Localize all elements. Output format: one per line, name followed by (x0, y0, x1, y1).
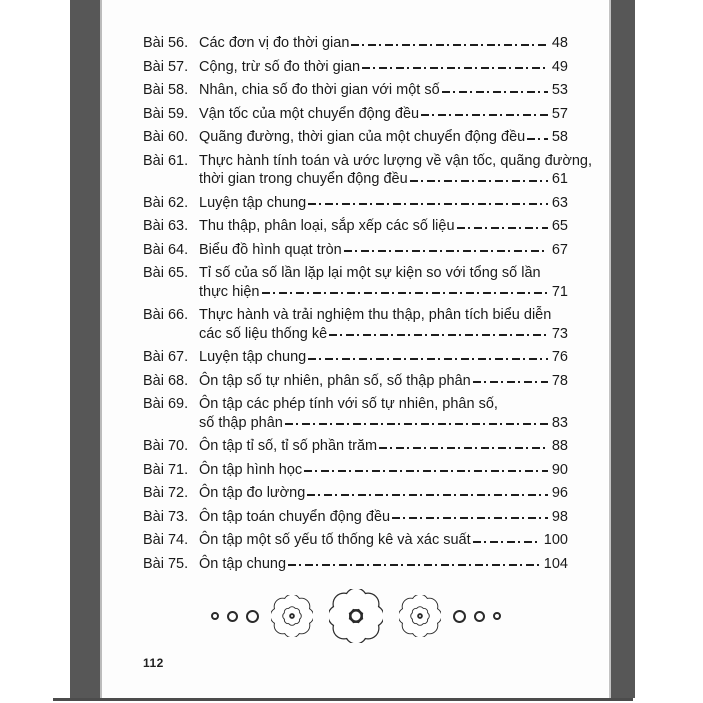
toc-entry-body (199, 437, 568, 456)
toc-entry-page: 71 (551, 283, 568, 300)
toc-entry (143, 217, 568, 236)
toc-entry-body (199, 34, 568, 53)
toc-entry-label: Bài 64. (143, 241, 189, 258)
toc-entry-page: 48 (551, 35, 568, 51)
dotted-leader (442, 91, 548, 93)
toc-entry-body (199, 217, 568, 236)
toc-entry-page: 104 (543, 555, 568, 572)
toc-entry-page: 98 (551, 508, 568, 525)
toc-entry (143, 461, 568, 480)
toc-entry-title: Các đơn vị đo thời gian (199, 35, 350, 51)
toc-entry-title-line2 (199, 283, 568, 302)
toc-entry-title: Ôn tập hình học (199, 461, 303, 478)
toc-entry-title-line1: Thực hành tính toán và ước lượng về vận tốc, quãng đường, (199, 152, 593, 169)
dotted-leader (379, 447, 548, 449)
toc-entry-title-line2 (199, 508, 568, 527)
toc-entry-title-line2 (199, 437, 568, 456)
dotted-leader (392, 517, 548, 519)
toc-entry-body (199, 484, 568, 503)
toc-entry (143, 105, 568, 124)
toc-entry (143, 555, 568, 574)
flower-ornament-divider (143, 589, 568, 643)
toc-entry-title-line2 (199, 194, 568, 213)
toc-entry-body (199, 194, 568, 213)
toc-entry-page: 100 (543, 532, 568, 548)
dotted-leader (473, 381, 548, 383)
dotted-leader (457, 227, 548, 229)
dot-icon (211, 612, 219, 620)
toc-entry-title-line1: Ôn tập các phép tính với số tự nhiên, phân số, (199, 396, 498, 412)
toc-entry-label: Bài 68. (143, 372, 189, 389)
toc-entry-page: 83 (551, 414, 568, 431)
toc-entry-page: 58 (551, 129, 568, 145)
toc-entry-label: Bài 65. (143, 265, 189, 281)
toc-entry-title-line2 (199, 105, 568, 124)
toc-entry-page: 73 (551, 325, 568, 342)
toc-entry-label: Bài 70. (143, 438, 189, 454)
toc-entry-title-line2 (199, 170, 568, 189)
dotted-leader (285, 423, 548, 425)
toc-entry (143, 241, 568, 260)
toc-entry-page: 53 (551, 82, 568, 98)
toc-entry-label: Bài 59. (143, 105, 189, 122)
dotted-leader (329, 334, 548, 336)
dotted-leader (262, 292, 548, 294)
toc-entry-title: Ôn tập một số yếu tố thống kê và xác suất (199, 532, 471, 548)
toc-entry-page: 57 (551, 105, 568, 122)
toc-entry-page: 63 (551, 194, 568, 211)
toc-entry-title-line2 (199, 81, 568, 100)
dotted-leader (351, 44, 547, 46)
dotted-leader (410, 180, 548, 182)
toc-entry-title-line2 (199, 348, 568, 367)
toc-entry-title: các số liệu thống kê (199, 325, 328, 342)
toc-entry-label: Bài 66. (143, 307, 189, 323)
toc-entry-page: 67 (551, 241, 568, 258)
toc-entry (143, 152, 593, 189)
flower-icon (271, 595, 313, 637)
toc-entry-page: 49 (551, 58, 568, 75)
toc-entry-label: Bài 60. (143, 129, 189, 145)
toc-entry-label: Bài 57. (143, 58, 189, 75)
toc-entry-title-line2 (199, 414, 568, 433)
toc-entry (143, 58, 568, 77)
toc-entry-body (199, 264, 568, 301)
toc-entry-title: Ôn tập số tự nhiên, phân số, số thập phân (199, 372, 471, 389)
toc-entry (143, 372, 568, 391)
toc-entry (143, 34, 568, 53)
toc-entry (143, 81, 568, 100)
page-number: 112 (143, 656, 164, 670)
toc-entry-label: Bài 62. (143, 194, 189, 211)
toc-entry-body (199, 395, 568, 432)
toc-entry-label: Bài 73. (143, 508, 189, 525)
book-right-edge (609, 0, 635, 698)
toc-entry-title-line2 (199, 461, 568, 480)
toc-entry (143, 128, 568, 147)
toc-entry-title: Luyện tập chung (199, 194, 307, 211)
toc-entry-page: 65 (551, 218, 568, 234)
toc-entry-label: Bài 58. (143, 82, 189, 98)
toc-entry-page: 96 (551, 485, 568, 501)
dotted-leader (308, 358, 548, 360)
toc-entry (143, 395, 568, 432)
toc-entry-page: 76 (551, 349, 568, 365)
toc-entry-title-line2 (199, 531, 568, 550)
dot-icon (493, 612, 501, 620)
toc-entry-title: Nhân, chia số đo thời gian với một số (199, 82, 440, 98)
toc-entry-label: Bài 61. (143, 152, 189, 169)
toc-entry-body (199, 241, 568, 260)
toc-entry-list (143, 34, 593, 573)
toc-entry-title: Ôn tập chung (199, 555, 287, 572)
book-bottom-edge (53, 698, 633, 701)
toc-entry-label: Bài 56. (143, 35, 189, 51)
toc-entry-body (199, 555, 568, 574)
toc-entry-body (199, 372, 568, 391)
toc-entry (143, 348, 568, 367)
toc-entry-body (199, 348, 568, 367)
dotted-leader (304, 470, 548, 472)
toc-entry-label: Bài 72. (143, 485, 189, 501)
dotted-leader (344, 250, 548, 252)
toc-entry-label: Bài 63. (143, 218, 189, 234)
dotted-leader (527, 138, 548, 140)
toc-entry-body (199, 531, 568, 550)
toc-entry-title-line2 (199, 325, 568, 344)
dot-icon (453, 610, 466, 623)
dot-icon (246, 610, 259, 623)
book-left-edge (70, 0, 102, 699)
toc-entry (143, 437, 568, 456)
toc-entry-title: Biểu đồ hình quạt tròn (199, 241, 342, 258)
toc-entry-body (199, 105, 568, 124)
toc-entry-title-line2 (199, 555, 568, 574)
toc-entry-body (199, 81, 568, 100)
toc-entry-title-line2 (199, 484, 568, 503)
toc-entry-title: Ôn tập toán chuyển động đều (199, 508, 391, 525)
dot-icon (474, 611, 485, 622)
toc-entry-title: Cộng, trừ số đo thời gian (199, 58, 361, 75)
toc-entry-body (199, 152, 593, 189)
toc-entry-title: Thu thập, phân loại, sắp xếp các số liệu (199, 218, 455, 234)
toc-entry (143, 531, 568, 550)
toc-entry-label: Bài 69. (143, 396, 189, 412)
toc-entry (143, 306, 568, 343)
flower-icon (329, 589, 383, 643)
toc-entry-title: Ôn tập tỉ số, tỉ số phần trăm (199, 438, 378, 454)
toc-entry-title: Vận tốc của một chuyển động đều (199, 105, 420, 122)
toc-entry-label: Bài 67. (143, 349, 189, 365)
toc-entry-title-line1: Tỉ số của số lần lặp lại một sự kiện so với tổng số lần (199, 265, 541, 281)
toc-entry-title: Luyện tập chung (199, 349, 307, 365)
toc-entry (143, 194, 568, 213)
toc-entry-title: số thập phân (199, 414, 283, 431)
toc-entry-label: Bài 74. (143, 532, 189, 548)
toc-entry-title: thời gian trong chuyển động đều (199, 171, 408, 187)
dotted-leader (362, 67, 548, 69)
dot-icon (227, 611, 238, 622)
dotted-leader (421, 114, 548, 116)
toc-page (102, 0, 608, 698)
toc-entry-title-line2 (199, 58, 568, 77)
toc-entry-title-line2 (199, 217, 568, 236)
toc-entry-body (199, 461, 568, 480)
toc-entry-title-line2 (199, 241, 568, 260)
toc-entry-page: 88 (551, 438, 568, 454)
toc-entry-title-line1: Thực hành và trải nghiệm thu thập, phân tích biểu diễn (199, 307, 552, 323)
toc-entry (143, 508, 568, 527)
toc-entry-body (199, 306, 568, 343)
toc-entry-page: 90 (551, 461, 568, 478)
toc-entry-title-line2 (199, 128, 568, 147)
toc-entry-label: Bài 71. (143, 461, 189, 478)
dotted-leader (307, 494, 548, 496)
toc-entry-body (199, 58, 568, 77)
toc-entry-title-line2 (199, 372, 568, 391)
flower-icon (399, 595, 441, 637)
toc-entry-title: thực hiện (199, 283, 260, 300)
dotted-leader (308, 203, 548, 205)
toc-entry-body (199, 508, 568, 527)
toc-entry (143, 484, 568, 503)
toc-entry-title-line2 (199, 34, 568, 53)
toc-entry (143, 264, 568, 301)
toc-entry-page: 61 (551, 171, 568, 187)
toc-entry-title: Quãng đường, thời gian của một chuyển động đều (199, 129, 526, 145)
toc-entry-label: Bài 75. (143, 555, 189, 572)
toc-entry-body (199, 128, 568, 147)
dotted-leader (288, 564, 540, 566)
toc-entry-page: 78 (551, 372, 568, 389)
dotted-leader (473, 541, 540, 543)
toc-entry-title: Ôn tập đo lường (199, 485, 306, 501)
